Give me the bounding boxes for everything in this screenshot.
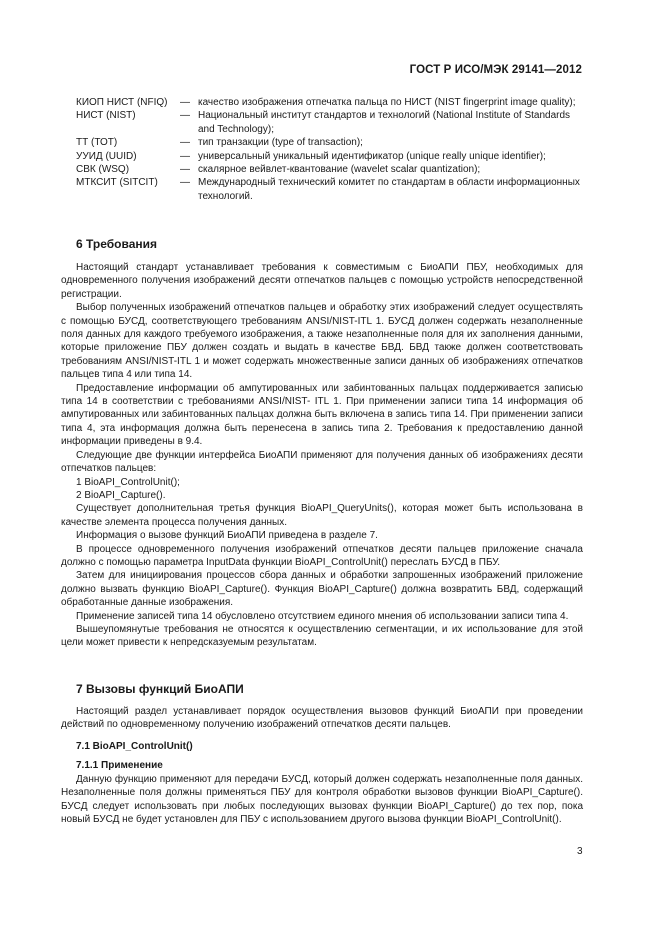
paragraph: Данную функцию применяют для передачи БУСД, который должен содержать незаполненные поля данных. Незаполненные поля должны применяться ПБУ для контроля обработки вызовов функции BioAPI_Capture(). БУСД следует использовать при любых последующих вызовах функции BioAPI_Capture() до тех пор, пока новый БУСД не будет установлен для ПБУ с использованием другого вызова функции BioAPI_ControlUnit(). [61,774,583,826]
abbreviation-row [76,109,583,136]
abbreviation-definition: универсальный уникальный идентификатор (unique really unique identifier); [198,150,546,162]
abbreviation-term: УУИД (UUID) [76,150,137,162]
list-item: 2 BioAPI_Capture(). [76,489,166,501]
document-header: ГОСТ Р ИСО/МЭК 29141—2012 [409,64,582,76]
paragraph: Настоящий раздел устанавливает порядок осуществления вызовов функций БиоАПИ при проведении действий по одновременному получению изображений отпечатков десяти пальцев. [61,706,583,731]
abbreviation-row [76,176,583,203]
paragraph: Настоящий стандарт устанавливает требования к совместимым с БиоАПИ ПБУ, необходимых для одновременного получения изображений десяти отпечатков пальцев с помощью устройств непосредственной регистрации. [61,262,583,300]
paragraph: Следующие две функции интерфейса БиоАПИ применяют для получения данных об изображениях десяти отпечатков пальцев: [61,449,583,475]
paragraph: В процессе одновременного получения изображений отпечатков десяти пальцев приложение сначала должно с помощью параметра InputData функции BioAPI_ControlUnit() переслать БУСД в ПБУ. [61,543,583,568]
abbreviation-row [76,96,583,109]
paragraph: Выбор полученных изображений отпечатков пальцев и обработку этих изображений следует осуществлять с помощью БУСД, соответствующего требованиям ANSI/NIST-ITL 1. БУСД должен содержать незаполненные поля данных для каждого требуемого изображения, а также незаполненные поля для их заполнения данными, которые приложение ПБУ должен создать и выдать в качестве БВД. БВД также должен соответствовать требованиям ANSI/NIST-ITL 1 и может содержать множественные записи данных об изображениях отпечатков пальцев типа 4 или типа 14. [61,302,583,381]
list-item: 1 BioAPI_ControlUnit(); [76,476,180,488]
page-number: 3 [577,846,583,857]
paragraph: Применение записей типа 14 обусловлено отсутствием единого мнения об использовании записи типа 4. [76,610,569,622]
paragraph: Предоставление информации об ампутированных или забинтованных пальцах поддерживается записью типа 14 в соответствии с требованиями ANSI/NIST- ITL 1. При применении записи типа 14 информация об ампутированных или забинтованных пальцах должна быть включена в запись типа 14. При применении записи типа 4, эта информация должна быть перенесена в запись типа 2. Требования к предоставлению данной информации приведены в 9.4. [61,382,583,448]
abbreviation-dash: — [180,97,190,108]
abbreviation-term: ТТ (ТОТ) [76,137,118,149]
section-6-heading: 6 Требования [76,237,157,251]
abbreviation-dash: — [180,150,190,162]
subsection-7-1-1-body [61,773,583,827]
subsection-7-1-1-heading: 7.1.1 Применение [76,760,163,771]
abbreviation-definition: скалярное вейвлет-квантование (wavelet scalar quantization); [198,164,481,176]
abbreviation-term: МТКСИТ (SITCIT) [76,177,158,189]
abbreviation-definition: Международный технический комитет по стандартам в области информационных технологий. [198,177,580,202]
paragraph: Существует дополнительная третья функция BioAPI_QueryUnits(), которая может быть использована в качестве элемента процесса получения данных. [61,503,583,528]
abbreviation-dash: — [180,110,190,122]
abbreviation-definition: Национальный институт стандартов и технологий (National Institute of Standards and Technology); [198,110,571,135]
abbreviation-row [76,136,583,149]
abbreviation-row [76,150,583,163]
abbreviation-dash: — [180,137,190,149]
paragraph: Информация о вызове функций БиоАПИ приведена в разделе 7. [76,530,378,542]
section-6-body [61,261,583,650]
abbreviation-definition: качество изображения отпечатка пальца по НИСТ (NIST fingerprint image quality); [198,97,576,108]
section-7-intro [61,705,583,732]
section-7-heading: 7 Вызовы функций БиоАПИ [76,682,244,696]
paragraph: Затем для инициирования процессов сбора данных и обработки запрошенных изображений приложение должно вызвать функцию BioAPI_Capture(). Функция BioAPI_Capture() должна возвратить БВД, содержащий обработанные данные изображения. [61,570,583,609]
subsection-7-1-heading: 7.1 BioAPI_ControlUnit() [76,741,193,752]
abbreviation-dash: — [180,164,190,176]
paragraph: Вышеупомянутые требования не относятся к осуществлению сегментации, и их использование для этой цели может привести к непредсказуемым результатам. [61,623,583,649]
abbreviation-dash: — [180,177,190,189]
abbreviation-term: КИОП НИСТ (NFIQ) [76,97,168,108]
abbreviation-term: НИСТ (NIST) [76,110,136,122]
abbreviation-term: СВК (WSQ) [76,164,130,176]
abbreviation-list [76,96,583,203]
abbreviation-row [76,163,583,176]
abbreviation-definition: тип транзакции (type of transaction); [198,137,363,149]
